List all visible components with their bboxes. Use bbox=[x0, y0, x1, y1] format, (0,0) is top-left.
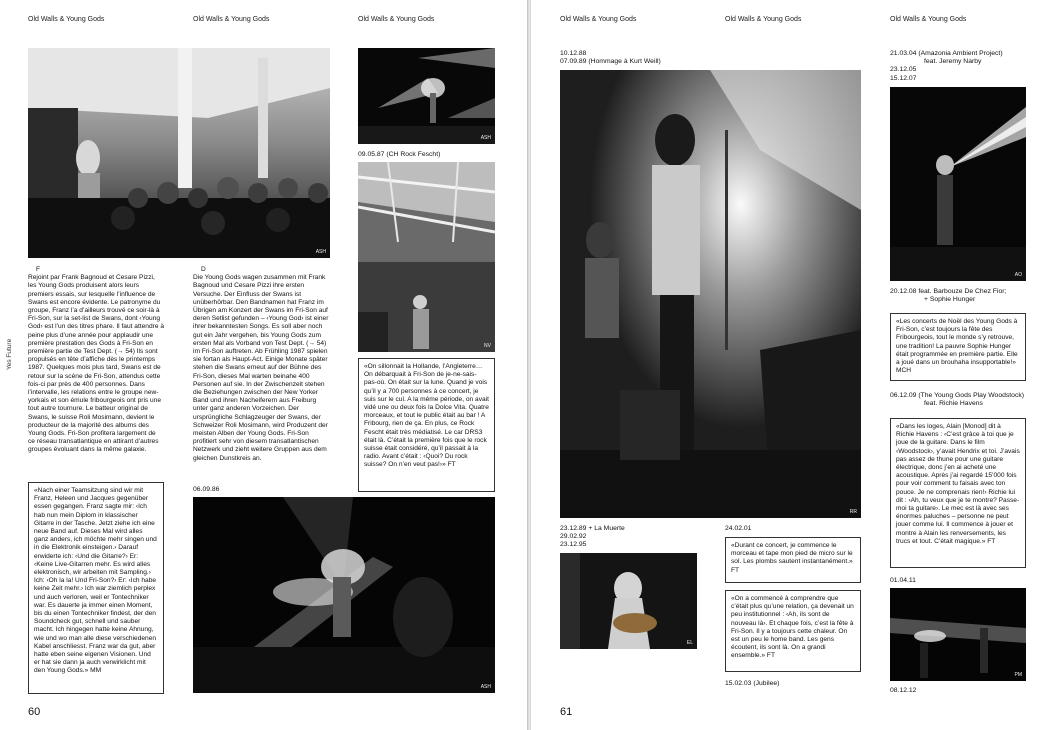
concert-photo-venue bbox=[358, 162, 495, 352]
concert-photo-lights bbox=[358, 48, 495, 144]
running-head: Old Walls & Young Gods bbox=[358, 16, 435, 23]
right-page bbox=[531, 0, 1059, 730]
concert-photo-stage-light bbox=[890, 588, 1026, 681]
photo-credit: NV bbox=[484, 343, 491, 349]
quote-box: «On a commencé à comprendre que c’était plus qu’une relation, ça devenait un peu institutionnel : ‹Ah, ils sont de nouveau là›. Et chaque fois, c’est la fête à Fri-Son. Il y a toujours cette chaleur. On est un peu le home band. Les gens écoutent, ils sont là. On a grandi ensemble.» FT bbox=[725, 590, 861, 672]
quote-box: «Dans les loges, Alain [Monod] dit à Richie Havens : ‹C’est grâce à toi que je joue de la guitare. Dans le film ‹Woodstock›, y’avait Hendrix et toi. J’avais pas assez de thune pour une guitare électrique, donc j’en ai acheté une acoustique. Après j’ai regardé 15’000 fois pour voir comment tu faisais avec ton pouce. Je ne comprenais rien!› Richie lui dit : ‹Ah, tu veux que je te montre? Passe-moi ta guitare›. Le mec est là avec ses énormes paluches – personne ne peut jouer comme lui. Il commence à jouer et montre à Alain les renversements, les trucs et tout. C’était magique.» FT bbox=[890, 418, 1026, 568]
page-number: 61 bbox=[560, 706, 573, 718]
body-text-french bbox=[28, 266, 164, 455]
language-tag: D bbox=[201, 266, 206, 273]
photo-caption: 24.02.01 bbox=[725, 525, 752, 532]
quote-box: «Nach einer Teamsitzung sind wir mit Franz, Heleen und Jacques gegenüber essen gegangen. Franz sagte mir: ‹Ich hab nun mein Diplom in klassischer Gitarre in der Tasche. Jetzt ziehe ich eine neue Band auf. Dieses Mal wird alles ganz anders, ich möchte mehr singen und in die Elektronik einsteigen.› Darauf erwiderte ich: ‹Und die Gitarre?› Er: ‹Keine Live-Gitarren mehr. Es wird alles elektronisch, wir arbeiten mit Sampling.› Ich: ‹Oh la la! Und Fri-Son?› Er: ‹Ich habe keine Zeit mehr.› Ich war ziemlich perplex und auch verloren, weil er Tontechniker war. Es dauerte ja immer einen Moment, bis du einen Tontechniker findest, der den Soundcheck gut, schnell und sauber macht. Ich hingegen hatte keine Ahnung, wie und wo man alle diese verschiedenen Kabel anschliesst. Franz war da gut, aber hatte eben seine eigenen Visionen. Und er hat sie dann ja auch verwirklicht mit den Young Gods.» MM bbox=[28, 482, 164, 694]
left-page bbox=[0, 0, 527, 730]
photo-credit: AO bbox=[1014, 272, 1022, 278]
quote-box: «Les concerts de Noël des Young Gods à Fri-Son, c’est toujours la fête des Fribourgeois, tout le monde s’y retrouve, une tradition! La pauvre Sophie Hunger était programmée en première partie. Elle a joué dans un brouhaha insupportable!» MCH bbox=[890, 313, 1026, 381]
photo-caption: 23.12.89 + La Muerte 29.02.92 23.12.95 bbox=[560, 525, 625, 549]
body-text-german bbox=[193, 266, 329, 463]
running-head: Old Walls & Young Gods bbox=[28, 16, 105, 23]
photo-caption: 10.12.88 07.09.89 (Hommage à Kurt Weill) bbox=[560, 50, 661, 66]
language-tag: F bbox=[36, 266, 41, 273]
body-paragraph: Rejoint par Frank Bagnoud et Cesare Pizzi, les Young Gods produisent alors leurs premiers essais, sur lesquelle l’influence de Swans est encore évidente. Le patronyme du groupe, Franz l’a d’ailleurs trouvé ce soir-là à Fri-Son, sur la set-list de Swans, dont ‹Young God› est l’un des titres phare. Il faut attendre à peine plus d’une année pour applaudir une première prestation des Gods à Fri-Son en première partie de Test Dept. (→ 54) Ils sont propulsés en tête d’affiche dès le printemps 1987. Quelques mois plus tard, Swans est de retour sur la scène de Fri-Son, attendus cette fois-ci par près de 400 personnes. Dans l’intervalle, les relations entre le groupe new-yorkais et son émule fribourgeois ont pris une tout autre tournure. Le batteur original de Swans, le suisse Roli Mosimann, devient le producteur de la majorité des albums des Young Gods. Fri-Son profitera largement de ce réseau transatlantique en attirant d’autres groupes évoluant dans la même galaxie. bbox=[28, 274, 164, 454]
running-head: Old Walls & Young Gods bbox=[193, 16, 270, 23]
photo-credit: RR bbox=[849, 509, 857, 515]
section-label: Yes Future bbox=[6, 338, 13, 370]
photo-credit: EL bbox=[686, 640, 693, 646]
photo-caption: 15.02.03 (Jubilee) bbox=[725, 680, 780, 687]
photo-caption: 01.04.11 bbox=[890, 577, 916, 584]
photo-caption: 21.03.04 (Amazonia Ambient Project) feat. Jeremy Narby 23.12.05 15.12.07 bbox=[890, 50, 1003, 82]
photo-credit: ASH bbox=[480, 684, 491, 690]
body-paragraph: Die Young Gods wagen zusammen mit Frank Bagnoud und Cesare Pizzi ihre ersten Versuche. Der Einfluss der Swans ist unüberhörbar. Den Bandnamen hat Franz im Übrigen am Konzert der Swans im Fri-Son auf deren Setlist gefunden – ‹Young God› ist einer ihrer bekanntesten Songs. Es soll aber noch gut ein Jahr vergehen, bis Young Gods zum ersten Mal als Vorband von Test Dept. (→ 54) im Fri-Son auftreten. Ab Frühling 1987 spielen sie fortan als Haupt-Act. Einige Monate später stehen die Swans erneut auf der Bühne des Fri-Son, dieses Mal warten beinahe 400 Personen auf sie. In der Zwischenzeit stehen die Beziehungen zwischen der New Yorker Band und ihren Nacheiferern aus Freiburg unter ganz anderen Vorzeichen. Der ursprüngliche Schlagzeuger der Swans, der Schweizer Roli Mosimann, wird Produzent der meisten Alben der Young Gods. Fri-Son profitiert sehr von diesem transatlantischen Netzwerk und zieht weitere Gruppen aus dem gleichen Dunstkreis an. bbox=[193, 274, 329, 462]
quote-box: «Durant ce concert, je commence le morceau et tape mon pied de micro sur le sol. Les plombs sautent instantanément.» FT bbox=[725, 537, 861, 583]
running-head: Old Walls & Young Gods bbox=[890, 16, 967, 23]
photo-caption: 08.12.12 bbox=[890, 687, 917, 694]
photo-caption: 09.05.87 (CH Rock Fescht) bbox=[358, 151, 441, 158]
concert-photo-singer bbox=[193, 497, 495, 693]
concert-photo-guitarist bbox=[560, 553, 697, 649]
photo-caption: 20.12.08 feat. Barbouze De Chez Fior; + Sophie Hunger bbox=[890, 288, 1007, 304]
concert-photo-main bbox=[560, 70, 861, 518]
running-head: Old Walls & Young Gods bbox=[725, 16, 802, 23]
running-head: Old Walls & Young Gods bbox=[560, 16, 637, 23]
quote-box: «On sillonnait la Hollande, l’Angleterre… On débarquait à Fri-Son de je-ne-sais-pas-où. On était sur la lune. Quand je vois qu’il y a 700 personnes à ce concert, je suis sur le cul. A la même période, on avait vidé une ou deux fois la Dolce Vita. Quatre morceaux, et tout le public était au bar ! A Fribourg, rien de ça. En plus, ce Rock Fescht était très médiatisé. Le car DRS3 était là. C’était la première fois que le rock suisse était considéré, qu’il passait à la radio. Avant c’était : ‹Quoi? Du rock suisse? On n’en veut pas!›» FT bbox=[358, 358, 495, 492]
photo-credit: ASH bbox=[315, 249, 326, 255]
photo-caption: 06.09.86 bbox=[193, 486, 220, 493]
photo-caption: 06.12.09 (The Young Gods Play Woodstock) feat. Richie Havens bbox=[890, 392, 1025, 408]
concert-photo-crowd bbox=[28, 48, 330, 258]
photo-credit: PM bbox=[1014, 672, 1022, 678]
concert-photo-spotlight bbox=[890, 87, 1026, 281]
page-number: 60 bbox=[28, 706, 41, 718]
photo-credit: ASH bbox=[480, 135, 491, 141]
